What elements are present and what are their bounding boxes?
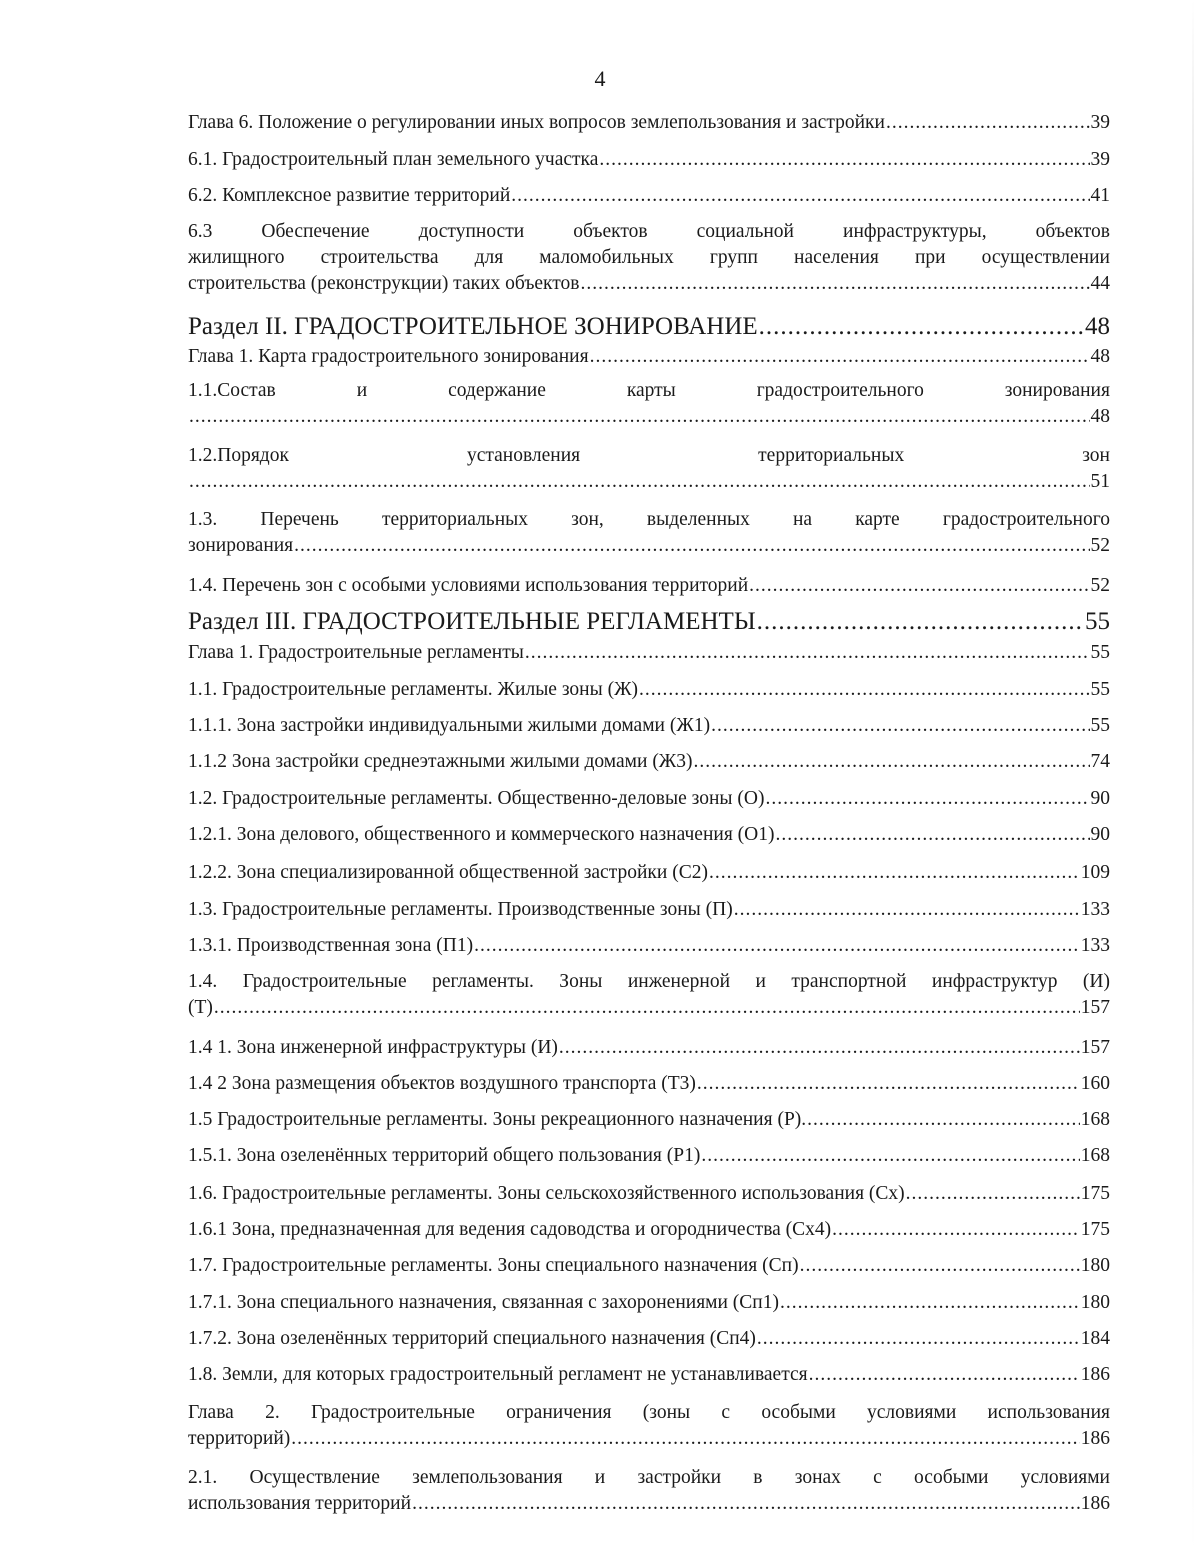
toc-page-number: 168	[1080, 1109, 1110, 1130]
toc-entry[interactable]	[188, 897, 1110, 923]
toc-entry-title: 1.2. Градостроительные регламенты. Общественно-деловые зоны (О)	[188, 788, 765, 809]
toc-entry-line	[188, 469, 1110, 495]
dot-leader	[711, 713, 1089, 739]
toc-page-number: 180	[1080, 1255, 1110, 1276]
toc-entry[interactable]	[188, 110, 1110, 136]
toc-page-number: 175	[1080, 1183, 1110, 1204]
toc-entry-line	[188, 1217, 1110, 1243]
toc-entry-text: 1.4. Градостроительные регламенты. Зоны инженерной и транспортной инфраструктур (И)	[188, 971, 1110, 992]
toc-entry-text: 1.3. Перечень территориальных зон, выделенных на карте градостроительного	[188, 509, 1110, 530]
toc-entry[interactable]	[188, 378, 1110, 430]
toc-entry-line	[188, 1035, 1110, 1061]
dot-leader	[757, 1326, 1080, 1352]
toc-entry-word: 1.2.Порядок	[188, 445, 289, 466]
toc-entry-title: 1.1.1. Зона застройки индивидуальными жилыми домами (Ж1)	[188, 715, 711, 736]
dot-leader	[776, 822, 1090, 848]
toc-page-number: 90	[1090, 788, 1110, 809]
toc-entry-text: 6.3 Обеспечение доступности объектов социальной инфраструктуры, объектов	[188, 221, 1110, 242]
dot-leader	[214, 995, 1080, 1021]
toc-entry-word: зон	[1082, 445, 1110, 466]
toc-page-number: 55	[1085, 608, 1110, 635]
dot-leader	[780, 1290, 1080, 1316]
toc-entry-title: Глава 1. Градостроительные регламенты	[188, 642, 524, 663]
toc-entry-title: использования территорий	[188, 1493, 412, 1514]
page-number: 4	[594, 66, 606, 91]
toc-entry-line	[188, 1071, 1110, 1097]
toc-entry-title: строительства (реконструкции) таких объектов	[188, 273, 580, 294]
toc-entry-title: 1.1.2 Зона застройки среднеэтажными жилыми домами (Ж3)	[188, 751, 693, 772]
toc-entry[interactable]	[188, 1253, 1110, 1279]
toc-entry-title: 1.1. Градостроительные регламенты. Жилые зоны (Ж)	[188, 679, 639, 700]
toc-entry-line	[188, 1107, 1110, 1133]
toc-entry-title: 1.4 2 Зона размещения объектов воздушного транспорта (Т3)	[188, 1073, 696, 1094]
scan-edge-shadow	[1192, 0, 1194, 1553]
toc-page-number: 186	[1080, 1428, 1110, 1449]
toc-page-number: 157	[1080, 997, 1110, 1018]
toc-entry[interactable]	[188, 1362, 1110, 1388]
toc-entry-line	[188, 533, 1110, 559]
toc-entry-title: территорий)	[188, 1428, 291, 1449]
toc-entry-line	[188, 147, 1110, 173]
dot-leader	[189, 469, 1090, 495]
toc-entry-line	[188, 1362, 1110, 1388]
toc-entry-text	[188, 443, 1110, 469]
toc-entry[interactable]	[188, 1107, 1110, 1133]
toc-entry-line	[188, 271, 1110, 297]
toc-entry-line	[188, 995, 1110, 1021]
toc-entry-title: 1.2.1. Зона делового, общественного и коммерческого назначения (О1)	[188, 824, 775, 845]
toc-entry-line	[188, 1253, 1110, 1279]
toc-entry[interactable]	[188, 1290, 1110, 1316]
toc-page-number: 52	[1090, 575, 1110, 596]
toc-entry-word: карты	[626, 380, 676, 401]
dot-leader	[412, 1491, 1080, 1517]
toc-entry-title: 1.6. Градостроительные регламенты. Зоны сельскохозяйственного использования (Сх)	[188, 1183, 905, 1204]
toc-page-number: 48	[1090, 406, 1110, 427]
dot-leader	[765, 786, 1089, 812]
dot-leader	[701, 1143, 1079, 1169]
toc-entry-word: установления	[466, 445, 581, 466]
toc-page-number: 180	[1080, 1292, 1110, 1313]
toc-entry[interactable]	[188, 147, 1110, 173]
toc-page-number: 160	[1080, 1073, 1110, 1094]
toc-entry-title: 1.7.1. Зона специального назначения, связанная с захоронениями (Сп1)	[188, 1292, 779, 1313]
toc-entry[interactable]	[188, 443, 1110, 495]
toc-entry-line	[188, 1181, 1110, 1207]
toc-entry-title: 1.3.1. Производственная зона (П1)	[188, 935, 474, 956]
toc-entry[interactable]	[188, 1326, 1110, 1352]
toc-entry-line	[188, 713, 1110, 739]
toc-entry-line	[188, 1290, 1110, 1316]
toc-entry[interactable]	[188, 860, 1110, 886]
toc-entry[interactable]	[188, 640, 1110, 666]
toc-entry-line	[188, 344, 1110, 370]
toc-entry-title: 1.5 Градостроительные регламенты. Зоны рекреационного назначения (Р).	[188, 1109, 807, 1130]
toc-entry[interactable]	[188, 1035, 1110, 1061]
dot-leader	[800, 1253, 1080, 1279]
toc-entry-line	[188, 1426, 1110, 1452]
toc-entry-text: жилищного строительства для маломобильных групп населения при осуществлении	[188, 247, 1110, 268]
toc-entry-word: и	[356, 380, 368, 401]
dot-leader	[189, 404, 1090, 430]
toc-entry[interactable]	[188, 507, 1110, 559]
toc-entry[interactable]	[188, 786, 1110, 812]
toc-entry-title: 1.4 1. Зона инженерной инфраструктуры (И)	[188, 1037, 558, 1058]
dot-leader	[734, 897, 1080, 923]
toc-entry[interactable]	[188, 1465, 1110, 1517]
toc-page-number: 55	[1090, 715, 1110, 736]
toc-entry-title: (Т)	[188, 997, 213, 1018]
toc-entry-line	[188, 786, 1110, 812]
toc-page-number: 55	[1090, 642, 1110, 663]
toc-entry-line	[188, 607, 1110, 637]
toc-entry-word: территориальных	[758, 445, 905, 466]
dot-leader	[599, 147, 1089, 173]
toc-entry-word: градостроительного	[756, 380, 924, 401]
toc-page-number: 133	[1080, 899, 1110, 920]
dot-leader	[709, 860, 1080, 886]
toc-entry-title: 1.3. Градостроительные регламенты. Производственные зоны (П)	[188, 899, 733, 920]
dot-leader	[694, 749, 1090, 775]
toc-entry-line	[188, 897, 1110, 923]
toc-entry[interactable]	[188, 1143, 1110, 1169]
toc-page-number: 133	[1080, 935, 1110, 956]
toc-entry-line	[188, 933, 1110, 959]
toc-page-number: 109	[1080, 862, 1110, 883]
toc-entry-line	[188, 404, 1110, 430]
toc-entry-line	[188, 749, 1110, 775]
toc-entry[interactable]	[188, 822, 1110, 848]
toc-entry-title: 1.8. Земли, для которых градостроительный регламент не устанавливается	[188, 1364, 808, 1385]
toc-entry-title: 6.2. Комплексное развитие территорий	[188, 185, 511, 206]
toc-entry-line	[188, 573, 1110, 599]
toc-entry-line	[188, 110, 1110, 136]
toc-entry-word: 1.1.Состав	[188, 380, 276, 401]
toc-entry[interactable]	[188, 1071, 1110, 1097]
toc-entry[interactable]	[188, 573, 1110, 599]
toc-entry-line	[188, 822, 1110, 848]
toc-entry-title: 1.7. Градостроительные регламенты. Зоны специального назначения (Сп)	[188, 1255, 799, 1276]
toc-entry-line	[188, 1491, 1110, 1517]
toc-entry-title: 6.1. Градостроительный план земельного участка	[188, 149, 599, 170]
dot-leader	[639, 677, 1089, 703]
toc-page-number: 74	[1090, 751, 1110, 772]
dot-leader	[294, 533, 1089, 559]
toc-entry[interactable]	[188, 1217, 1110, 1243]
dot-leader	[807, 1107, 1080, 1133]
toc-entry-line	[188, 860, 1110, 886]
toc-entry-line	[188, 640, 1110, 666]
toc-entry-title: 1.5.1. Зона озеленённых территорий общего пользования (Р1)	[188, 1145, 701, 1166]
toc-entry-title: 1.2.2. Зона специализированной общественной застройки (С2)	[188, 862, 708, 883]
toc-page-number: 41	[1090, 185, 1110, 206]
toc-page-number: 39	[1090, 149, 1110, 170]
toc-page-number: 48	[1090, 346, 1110, 367]
toc-page-number: 157	[1080, 1037, 1110, 1058]
toc-entry[interactable]	[188, 1400, 1110, 1452]
toc-entry-title: зонирования	[188, 535, 294, 556]
toc-page-number: 39	[1090, 112, 1110, 133]
toc-entry-text	[188, 378, 1110, 404]
dot-leader	[749, 573, 1089, 599]
dot-leader	[886, 110, 1090, 136]
dot-leader	[906, 1181, 1080, 1207]
toc-entry-line	[188, 312, 1110, 342]
toc-entry-word: зонирования	[1004, 380, 1110, 401]
toc-page-number: 44	[1090, 273, 1110, 294]
dot-leader	[291, 1426, 1080, 1452]
toc-page-number: 48	[1085, 313, 1110, 340]
dot-leader	[474, 933, 1080, 959]
toc-entry-title: 1.6.1 Зона, предназначенная для ведения садоводства и огородничества (Сх4)	[188, 1219, 832, 1240]
toc-entry-line	[188, 1326, 1110, 1352]
toc-entry-title: Глава 6. Положение о регулировании иных вопросов землепользования и застройки	[188, 112, 885, 133]
toc-entry[interactable]	[188, 219, 1110, 297]
dot-leader	[590, 344, 1090, 370]
toc-entry[interactable]	[188, 607, 1110, 637]
toc-entry-title: 1.4. Перечень зон с особыми условиями использования территорий	[188, 575, 749, 596]
toc-entry[interactable]	[188, 749, 1110, 775]
toc-entry[interactable]	[188, 1181, 1110, 1207]
toc-page-number: 186	[1080, 1364, 1110, 1385]
toc-page-number: 186	[1080, 1493, 1110, 1514]
toc-page-number: 184	[1080, 1328, 1110, 1349]
toc-entry[interactable]	[188, 344, 1110, 370]
toc-page-number: 90	[1090, 824, 1110, 845]
toc-entry-title: 1.7.2. Зона озеленённых территорий специального назначения (Сп4)	[188, 1328, 756, 1349]
dot-leader	[559, 1035, 1080, 1061]
toc-entry-text: 2.1. Осуществление землепользования и застройки в зонах с особыми условиями	[188, 1467, 1110, 1488]
dot-leader	[759, 312, 1084, 342]
toc-page-number: 52	[1090, 535, 1110, 556]
toc-entry-line	[188, 1143, 1110, 1169]
toc-entry[interactable]	[188, 933, 1110, 959]
toc-entry-text: Глава 2. Градостроительные ограничения (зоны с особыми условиями использования	[188, 1402, 1110, 1423]
toc-page-number: 55	[1090, 679, 1110, 700]
toc-page-number: 168	[1080, 1145, 1110, 1166]
toc-entry[interactable]	[188, 312, 1110, 342]
dot-leader	[832, 1217, 1080, 1243]
dot-leader	[581, 271, 1090, 297]
toc-entry-title: Глава 1. Карта градостроительного зонирования	[188, 346, 589, 367]
toc-entry[interactable]	[188, 677, 1110, 703]
toc-entry[interactable]	[188, 183, 1110, 209]
toc-page-number: 51	[1090, 471, 1110, 492]
toc-entry-word: содержание	[448, 380, 546, 401]
toc-entry-title: Раздел II. ГРАДОСТРОИТЕЛЬНОЕ ЗОНИРОВАНИЕ	[188, 313, 758, 340]
toc-entry-line	[188, 677, 1110, 703]
dot-leader	[697, 1071, 1080, 1097]
toc-page-number: 175	[1080, 1219, 1110, 1240]
dot-leader	[809, 1362, 1080, 1388]
dot-leader	[525, 640, 1090, 666]
dot-leader	[511, 183, 1089, 209]
toc-entry[interactable]	[188, 713, 1110, 739]
toc-entry-line	[188, 183, 1110, 209]
toc-entry-title: Раздел III. ГРАДОСТРОИТЕЛЬНЫЕ РЕГЛАМЕНТЫ	[188, 608, 756, 635]
toc-entry[interactable]	[188, 969, 1110, 1021]
dot-leader	[757, 607, 1084, 637]
